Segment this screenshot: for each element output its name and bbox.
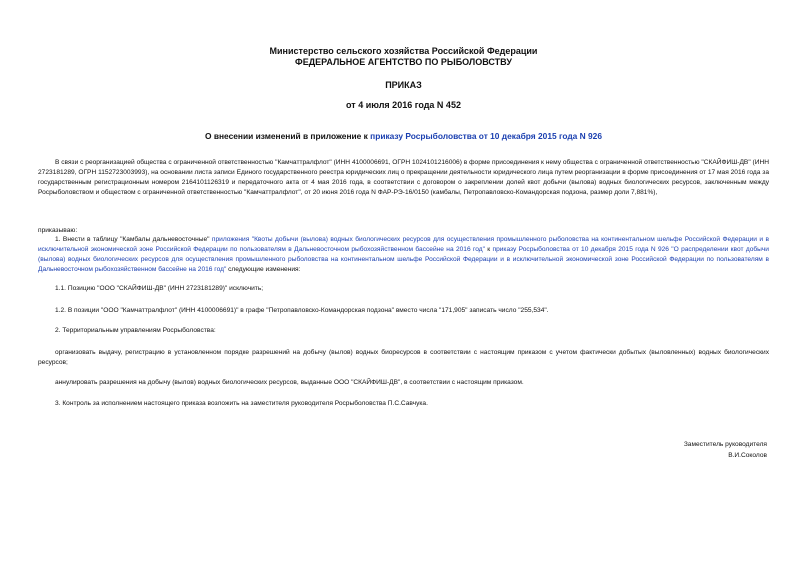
doc-type: ПРИКАЗ <box>385 80 422 90</box>
item-1-to: к <box>484 246 493 253</box>
preamble: В связи с реорганизацией общества с ограниченной ответственностью "Камчаттралфлот" (ИНН 4100006691, ОГРН 1024101216006) в форме присоединения к нему общества с ограниченной ответственностью "СКАЙФИШ-ДВ" (ИНН 2723181289, ОГРН 1152723003993), на основании листа записи Единого государственного реестра юридических лиц о прекращении деятельности юридического лица путем реорганизации в форме присоединения от 17 мая 2016 года за государственным регистрационным номером 2164101126319 и передаточного акта от 4 мая 2016 года, в соответствии с договором о закреплении долей квот добычи (вылова) водных биологических ресурсов, заключенным между Росрыболовством и обществом с ограниченной ответственностью "Камчаттралфлот", от 20 июня 2016 года N ФАР-РЭ-16/0150 (камбалы, Петропавловско-Командорская подзона, размер доли 7,881%), <box>38 159 769 196</box>
signature-position: Заместитель руководителя <box>683 441 767 448</box>
signature-name: В.И.Соколов <box>728 452 767 459</box>
item-2-annul: аннулировать разрешения на добычу (вылов) водных биологических ресурсов, выданные ООО "СКАЙФИШ-ДВ", в соответствии с настоящим приказом. <box>55 379 524 386</box>
item-1-1: 1.1. Позицию "ООО "СКАЙФИШ-ДВ" (ИНН 2723181289)" исключить; <box>55 285 264 292</box>
signature-block <box>684 439 767 461</box>
item-2: 2. Территориальным управлениям Росрыболовства: <box>55 327 216 334</box>
appendix-link[interactable]: приложения "Квоты добычи (вылова) водных биологических ресурсов для осуществления промышленного рыболовства на континентальном шельфе Российской Федерации и в исключительной экономической зоне Российской Федерации по пользователям в Дальневосточном рыбохозяйственном бассейне на 2016 год" <box>38 236 770 253</box>
item-3: 3. Контроль за исполнением настоящего приказа возложить на заместителя руководителя Росрыболовства П.С.Савчука. <box>55 400 428 407</box>
item-1 <box>38 235 769 275</box>
ministry-name: Министерство сельского хозяйства Российской Федерации <box>269 46 538 56</box>
doc-title <box>0 131 807 141</box>
order-926-link[interactable]: приказу Росрыболовства от 10 декабря 2015 года N 926 "О распределении квот добычи (вылова) водных биологических ресурсов для осуществления промышленного рыболовства на континентальном шельфе Российской Федерации и в исключительной экономической зоне Российской Федерации по пользователям в Дальневосточном рыбохозяйственном бассейне на 2016 год" <box>38 246 769 273</box>
item-2-organize: организовать выдачу, регистрацию в установленном порядке разрешений на добычу (вылов) водных биоресурсов в соответствии с настоящим приказом с учетом фактически добытых (выловленных) водных биологических ресурсов; <box>38 349 769 366</box>
item-1-2: 1.2. В позиции "ООО "Камчаттралфлот" (ИНН 4100006691)" в графе "Петропавловско-Командорская подзона" вместо числа "171,905" записать число "255,534". <box>55 307 549 314</box>
item-1-text: 1. Внести в таблицу "Камбалы дальневосточные" <box>55 236 212 243</box>
order-word: приказываю: <box>38 227 78 234</box>
title-link[interactable]: приказу Росрыболовства от 10 декабря 2015 года N 926 <box>370 131 602 141</box>
agency-name: ФЕДЕРАЛЬНОЕ АГЕНТСТВО ПО РЫБОЛОВСТВУ <box>295 57 512 67</box>
title-prefix: О внесении изменений в приложение к <box>205 131 371 141</box>
item-1-suffix: следующие изменения: <box>226 266 301 273</box>
doc-date-number: от 4 июля 2016 года N 452 <box>346 100 461 110</box>
